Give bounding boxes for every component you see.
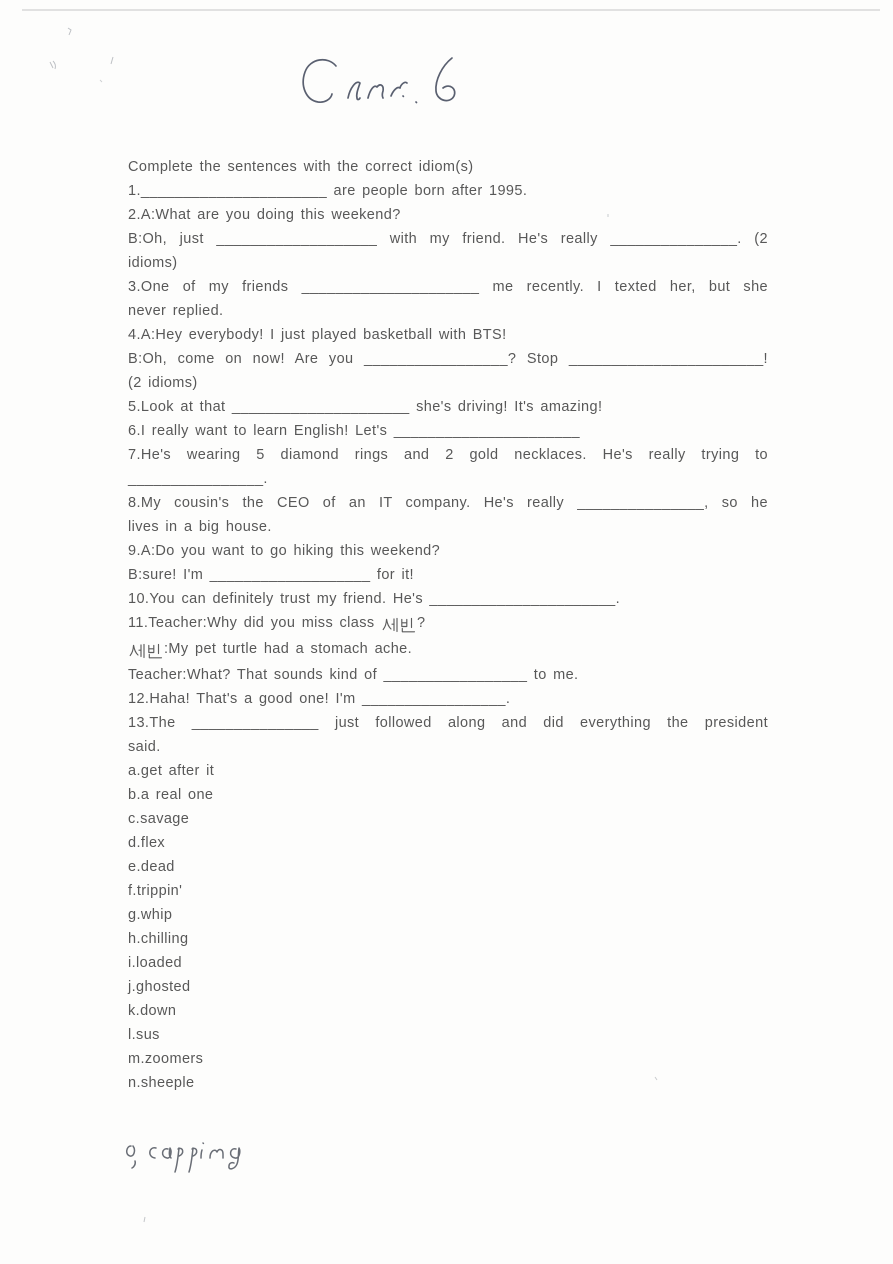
sentence-text: ?: [417, 615, 426, 631]
word-bank-item: n.sheeple: [128, 1075, 195, 1091]
scan-speck: [142, 1216, 147, 1223]
sentence-line: 13.The _______________ just followed along and did everything the president: [128, 715, 768, 731]
sentence-text: :My pet turtle had a stomach ache.: [164, 641, 413, 657]
hangul-student-name: [128, 639, 164, 663]
word-bank-item: b.a real one: [128, 787, 214, 803]
sentence-line: [128, 611, 768, 637]
sentence-line: 12.Haha! That's a good one! I'm _________________.: [128, 691, 511, 707]
word-bank-item: l.sus: [128, 1027, 160, 1043]
sentence-line: 10.You can definitely trust my friend. He's ______________________.: [128, 591, 621, 607]
sentence-line: B:sure! I'm ___________________ for it!: [128, 567, 414, 583]
hangul-student-name: [381, 613, 417, 637]
sentence-line: B:Oh, come on now! Are you _________________? Stop _______________________!: [128, 351, 768, 367]
sentence-text: 11.Teacher:Why did you miss class: [128, 615, 382, 631]
word-bank-item: m.zoomers: [128, 1051, 204, 1067]
sentence-line: 6.I really want to learn English! Let's ______________________: [128, 423, 580, 439]
sentence-line: 8.My cousin's the CEO of an IT company. He's really _______________, so he: [128, 495, 768, 511]
sentence-line: never replied.: [128, 303, 224, 319]
word-bank-item: e.dead: [128, 859, 175, 875]
scan-hairline: [22, 9, 880, 11]
word-bank-item: j.ghosted: [128, 979, 191, 995]
word-bank-item: k.down: [128, 1003, 177, 1019]
sentence-line: (2 idioms): [128, 375, 198, 391]
sentence-line: lives in a big house.: [128, 519, 272, 535]
worksheet-body: [128, 155, 768, 1095]
sentence-line: said.: [128, 739, 161, 755]
scan-speck: [99, 79, 103, 83]
sentence-line: 1.______________________ are people born after 1995.: [128, 183, 528, 199]
handwritten-word-bank-item: [122, 1128, 254, 1176]
sentence-line: ________________.: [128, 471, 268, 487]
word-bank-item: a.get after it: [128, 763, 215, 779]
sentence-line: 4.A:Hey everybody! I just played basketball with BTS!: [128, 327, 507, 343]
sentence-line: B:Oh, just ___________________ with my friend. He's really _______________. (2: [128, 231, 768, 247]
word-bank-item: h.chilling: [128, 931, 189, 947]
sentence-line: 5.Look at that _____________________ she's driving! It's amazing!: [128, 399, 603, 415]
handwritten-title: [292, 50, 477, 112]
sentence-line: idioms): [128, 255, 178, 271]
word-bank-item: g.whip: [128, 907, 173, 923]
scan-speck: [66, 27, 73, 36]
sentence-line: Teacher:What? That sounds kind of _________________ to me.: [128, 667, 579, 683]
instruction-text: Complete the sentences with the correct idiom(s): [128, 159, 474, 175]
sentence-line: [128, 637, 768, 663]
word-bank-item: c.savage: [128, 811, 190, 827]
scan-speck: [49, 59, 58, 70]
word-bank-item: d.flex: [128, 835, 166, 851]
sentence-line: 3.One of my friends _____________________ me recently. I texted her, but she: [128, 279, 768, 295]
word-bank-item: i.loaded: [128, 955, 182, 971]
scan-speck: [109, 56, 115, 65]
sentence-line: 9.A:Do you want to go hiking this weekend?: [128, 543, 441, 559]
word-bank-item: f.trippin': [128, 883, 183, 899]
sentence-line: 7.He's wearing 5 diamond rings and 2 gold necklaces. He's really trying to: [128, 447, 768, 463]
sentence-line: 2.A:What are you doing this weekend?: [128, 207, 401, 223]
